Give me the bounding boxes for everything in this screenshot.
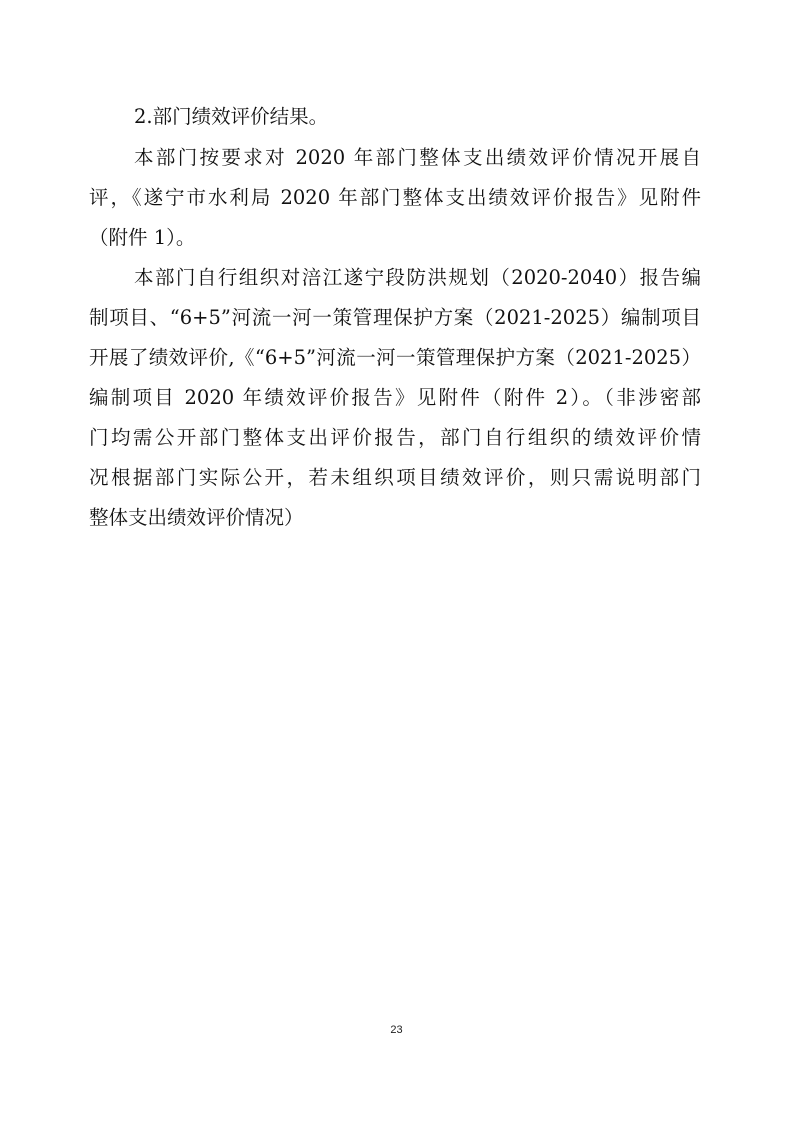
paragraph-1-line-1: 本部门按要求对 2020 年部门整体支出绩效评价情况开展自 (134, 146, 701, 169)
page-number: 23 (390, 1024, 403, 1036)
paragraph-2-line-5: 门均需公开部门整体支出评价报告，部门自行组织的绩效评价情 (89, 426, 701, 449)
paragraph-2-line-7: 整体支出绩效评价情况） (89, 506, 304, 529)
paragraph-2-line-4: 编制项目 2020 年绩效评价报告》见附件（附件 2）。（非涉密部 (89, 386, 701, 409)
paragraph-2-line-6: 况根据部门实际公开，若未组织项目绩效评价，则只需说明部门 (89, 466, 701, 489)
paragraph-2-line-1: 本部门自行组织对涪江遂宁段防洪规划（2020-2040）报告编 (134, 266, 701, 289)
paragraph-2-line-3: 开展了绩效评价,《“6+5”河流一河一策管理保护方案（2021-2025） (89, 346, 701, 369)
paragraph-2-line-2: 制项目、“6+5”河流一河一策管理保护方案（2021-2025）编制项目 (89, 306, 701, 329)
paragraph-1-line-2: 评，《遂宁市水利局 2020 年部门整体支出绩效评价报告》见附件 (89, 186, 701, 209)
section-heading: 2.部门绩效评价结果。 (134, 105, 329, 128)
paragraph-1-line-3: （附件 1）。 (89, 226, 196, 249)
